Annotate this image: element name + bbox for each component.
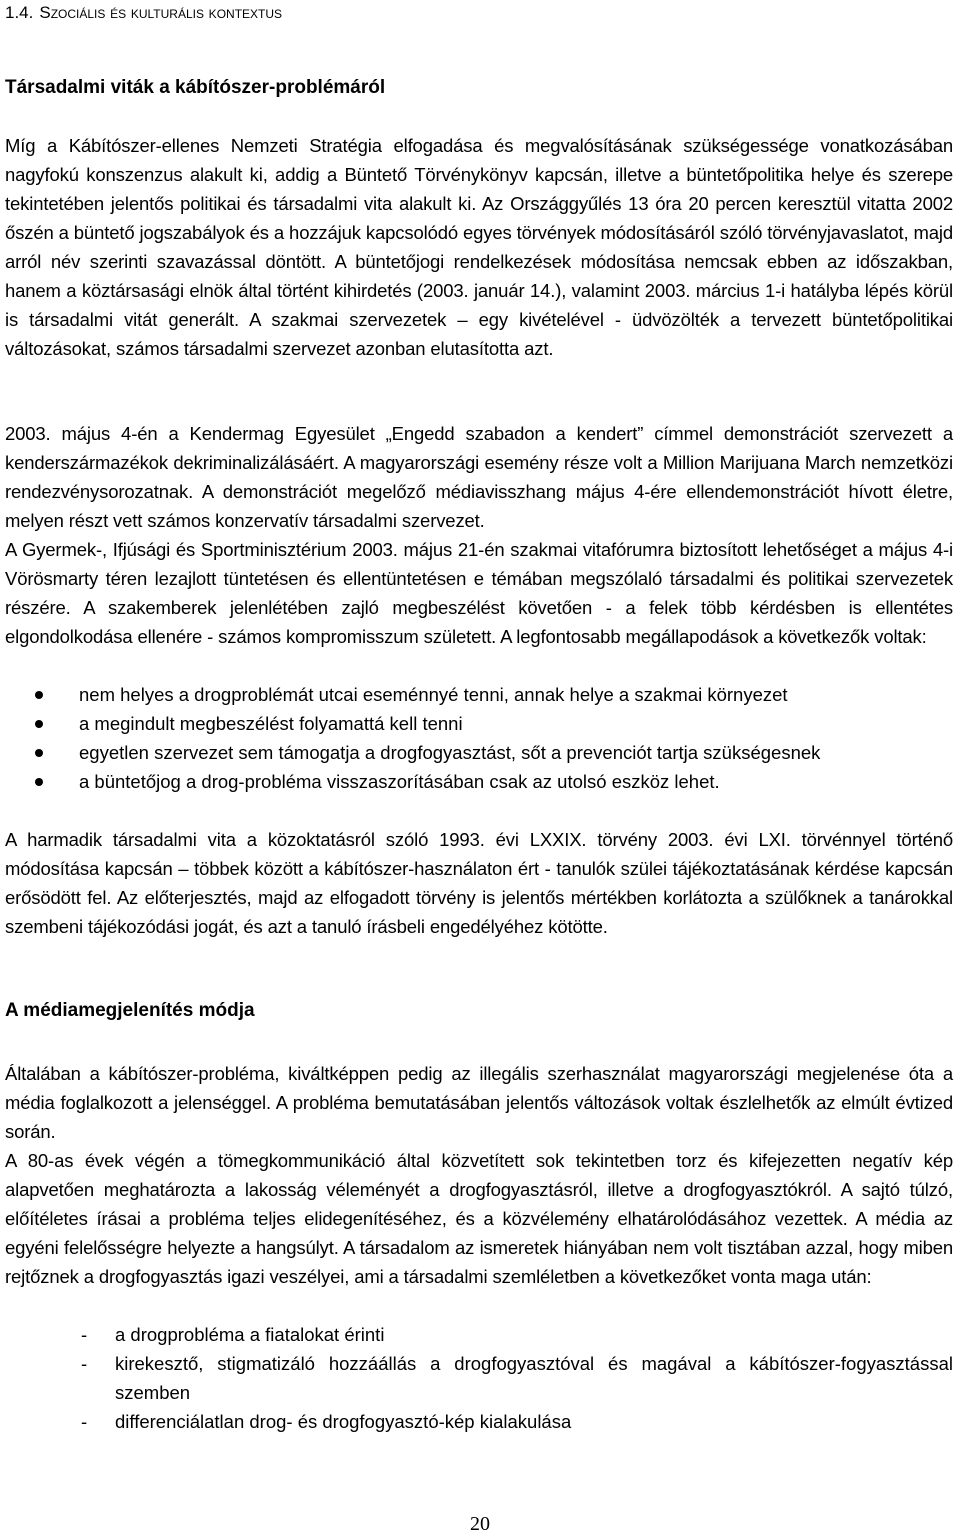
list-item: nem helyes a drogproblémát utcai eseménnyé tenni, annak helye a szakmai környezet bbox=[5, 680, 953, 709]
paragraph-2: 2003. május 4-én a Kendermag Egyesület „Engedd szabadon a kendert” címmel demonstrációt szervezett a kenderszármazékok dekriminalizálásáért. A magyarországi esemény része volt a Million Marijuana March nemzetközi rendezvénysorozatnak. A demonstrációt megelőző médiavisszhang május 4-ére ellendemonstrációt hívott életre, melyen részt vett számos konzervatív társadalmi szervezet. bbox=[5, 423, 953, 531]
list-item: - a drogprobléma a fiatalokat érinti bbox=[5, 1320, 953, 1349]
heading-social-debates: Társadalmi viták a kábítószer-problémáról bbox=[5, 77, 386, 98]
paragraph-3: A Gyermek-, Ifjúsági és Sportminisztérium 2003. május 21-én szakmai vitafórumra biztosított lehetőséget a május 4-i Vörösmarty téren lezajlott tüntetésen és ellentüntetésen e témában megszólaló társadalmi és politikai szervezetek részére. A szakemberek jelenlétében zajló megbeszélést követően - a felek több kérdésben is ellentétes elgondolkodása ellenére - számos kompromisszum született. A legfontosabb megállapodások a következők voltak: bbox=[5, 539, 953, 647]
section-heading bbox=[5, 3, 282, 23]
list-item: a megindult megbeszélést folyamattá kell tenni bbox=[5, 709, 953, 738]
paragraph-5: Általában a kábítószer-probléma, kiváltképpen pedig az illegális szerhasználat magyarországi megjelenése óta a média foglalkozott a jelenséggel. A probléma bemutatásában jelentős változások voltak észlelhetők az elmúlt évtized során. bbox=[5, 1063, 953, 1142]
paragraph-6: A 80-as évek végén a tömegkommunikáció által közvetített sok tekintetben torz és kifejezetten negatív kép alapvetően meghatározta a lakosság véleményét a drogfogyasztásról, illetve a drogfogyasztókról. A sajtó túlzó, előítéletes írásai a probléma teljes elidegenítéséhez, és a közvélemény elhatárolódásához vezettek. A média az egyéni felelősségre helyezte a hangsúlyt. A társadalom az ismeretek hiányában nem volt tisztában azzal, hogy miben rejtőznek a drogfogyasztás igazi veszélyei, ami a társadalmi szemléletben a következőket vonta maga után: bbox=[5, 1150, 953, 1287]
section-title: Szociális és kulturális kontextus bbox=[39, 3, 283, 22]
list-item: - differenciálatlan drog- és drogfogyasztó-kép kialakulása bbox=[5, 1407, 953, 1436]
dash-list bbox=[5, 1320, 953, 1436]
page-number: 20 bbox=[470, 1513, 490, 1535]
section-number: 1.4. bbox=[5, 3, 34, 22]
bullet-list bbox=[5, 680, 953, 796]
paragraph-1: Míg a Kábítószer-ellenes Nemzeti Stratégia elfogadása és megvalósításának szükségessége vonatkozásában nagyfokú konszenzus alakult ki, addig a Büntető Törvénykönyv kapcsán, illetve a büntetőpolitika helye és szerepe tekintetében jelentős politikai és társadalmi vita alakult ki. Az Országgyűlés 13 óra 20 percen keresztül vitatta 2002 őszén a büntető jogszabályok és a hozzájuk kapcsolódó egyes törvények módosításáról szóló törvényjavaslatot, majd arról név szerinti szavazással döntött. A büntetőjogi rendelkezések módosítása nemcsak ebben az időszakban, hanem a köztársasági elnök által történt kihirdetés (2003. január 14.), valamint 2003. március 1-i hatályba lépés körül is társadalmi vitát generált. A szakmai szervezetek – egy kivételével - üdvözölték a tervezett büntetőpolitikai változásokat, számos társadalmi szervezet azonban elutasította azt. bbox=[5, 135, 953, 359]
paragraph-4: A harmadik társadalmi vita a közoktatásról szóló 1993. évi LXXIX. törvény 2003. évi LXI. törvénnyel történő módosítása kapcsán – többek között a kábítószer-használaton ért - tanulók szülei tájékoztatásának kérdése kapcsán erősödött fel. Az előterjesztés, majd az elfogadott törvény is jelentős mértékben korlátozta a szülőknek a tanárokkal szembeni tájékozódási jogát, és azt a tanuló írásbeli engedélyéhez kötötte. bbox=[5, 829, 953, 937]
list-item: - kirekesztő, stigmatizáló hozzáállás a drogfogyasztóval és magával a kábítószer-fogyasztással szemben bbox=[5, 1349, 953, 1407]
heading-media: A médiamegjelenítés módja bbox=[5, 1000, 255, 1021]
list-item: a büntetőjog a drog-probléma visszaszorításában csak az utolsó eszköz lehet. bbox=[5, 767, 953, 796]
list-item: egyetlen szervezet sem támogatja a drogfogyasztást, sőt a prevenciót tartja szükségesnek bbox=[5, 738, 953, 767]
